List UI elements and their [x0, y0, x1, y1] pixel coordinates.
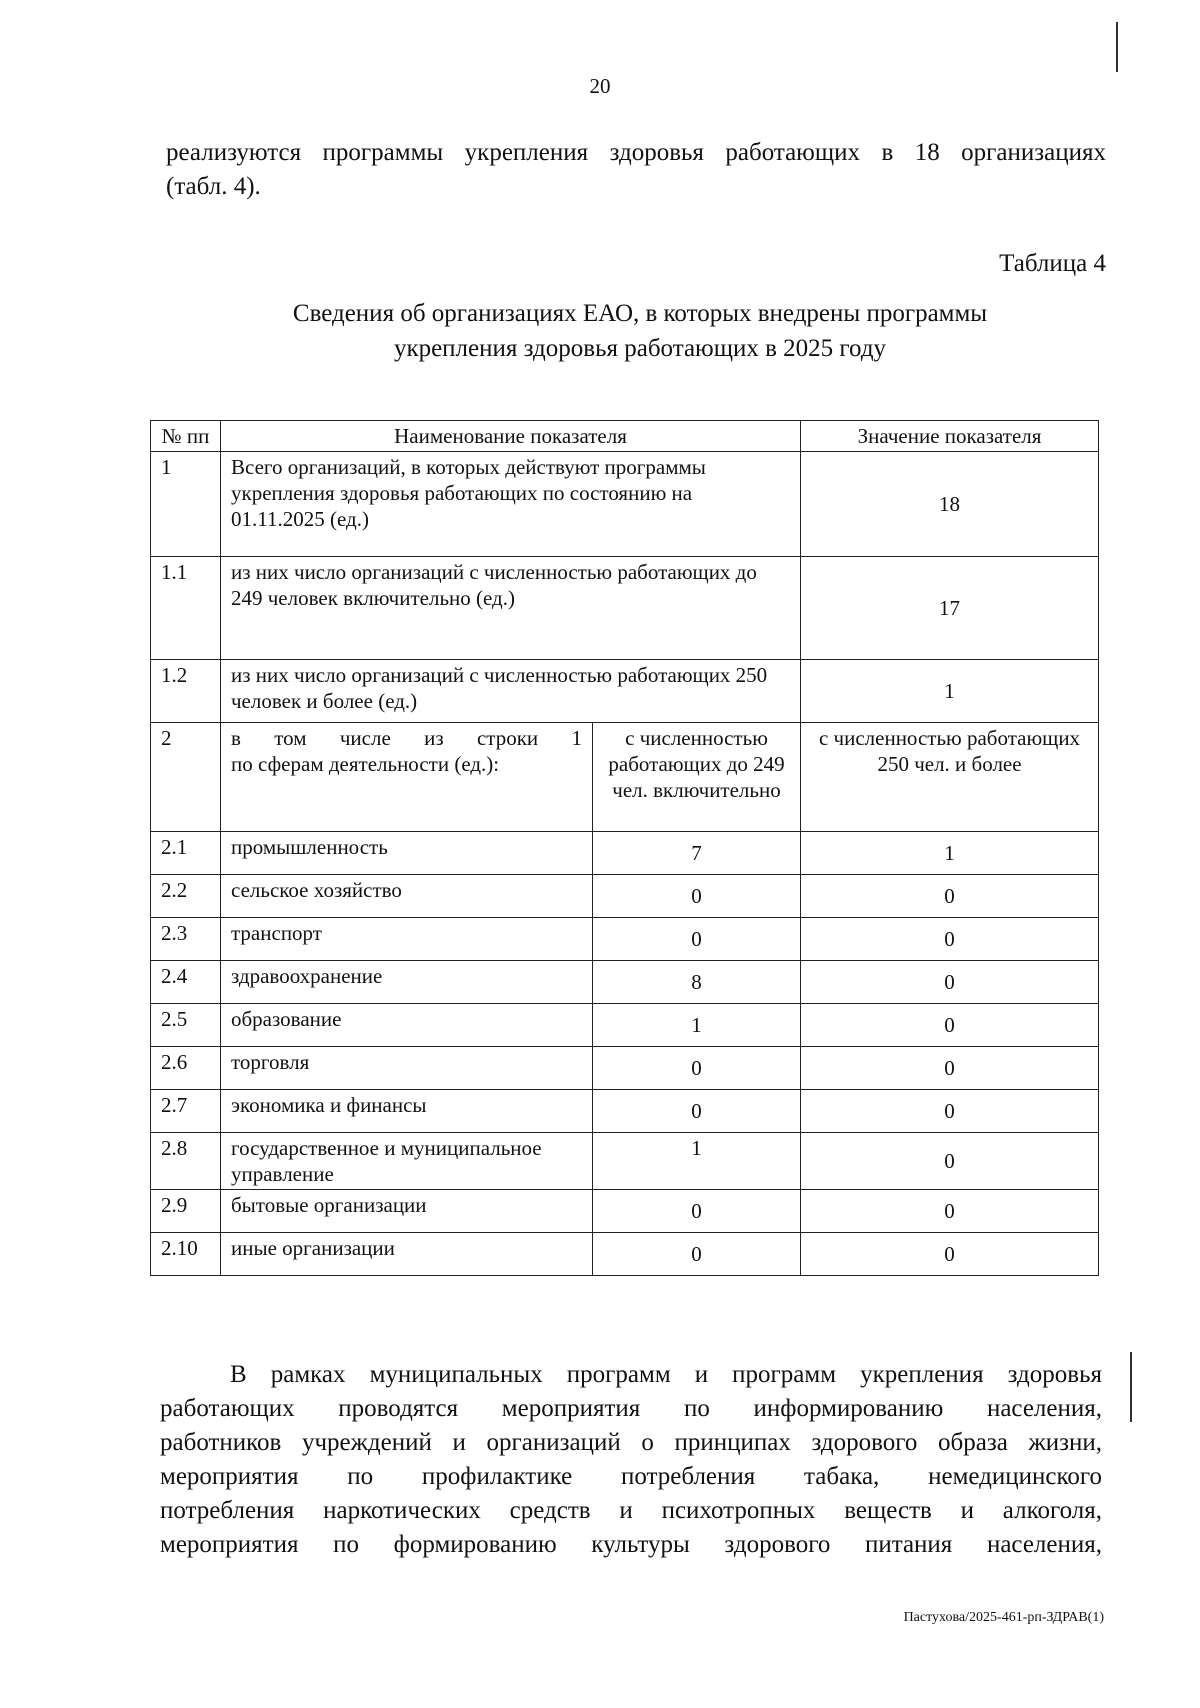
row-name: транспорт: [221, 918, 593, 961]
row-name: иные организации: [221, 1233, 593, 1276]
row-num: 2.3: [151, 918, 221, 961]
row-name: государственное и муниципальное управление: [221, 1133, 593, 1190]
paragraph-line: работающих проводятся мероприятия по информированию населения,: [160, 1395, 1102, 1422]
row-name: промышленность: [221, 832, 593, 875]
column-small-orgs: с численностью работающих до 249 чел. включительно: [593, 723, 801, 832]
row-num: 2.7: [151, 1090, 221, 1133]
row-num: 2.5: [151, 1004, 221, 1047]
row-num: 2.6: [151, 1047, 221, 1090]
scan-edge-mark: [1130, 1352, 1132, 1422]
row-num: 2.4: [151, 961, 221, 1004]
intro-line-1: реализуются программы укрепления здоровья работающих в 18 организациях: [166, 139, 1106, 166]
table-row: [151, 1190, 1099, 1233]
table-row: [151, 1090, 1099, 1133]
table-section-row: [151, 723, 1099, 832]
header-value: Значение показателя: [801, 421, 1099, 452]
row-name: из них число организаций с численностью работающих до 249 человек включительно (ед.): [221, 557, 801, 660]
paragraph-line: работников учреждений и организаций о принципах здорового образа жизни,: [160, 1429, 1102, 1456]
row-value-small: 7: [593, 832, 801, 875]
row-value-small: 8: [593, 961, 801, 1004]
row-value-large: 0: [801, 1233, 1099, 1276]
row-name: здравоохранение: [221, 961, 593, 1004]
row-value-large: 0: [801, 1133, 1099, 1190]
row-num: 2.9: [151, 1190, 221, 1233]
row-value: 1: [801, 660, 1099, 723]
row-value-large: 0: [801, 875, 1099, 918]
row-num: 1: [151, 452, 221, 557]
table-row: [151, 1133, 1099, 1190]
table-row: [151, 1047, 1099, 1090]
table-row: [151, 1233, 1099, 1276]
section-name-line-1: в том числе из строки 1: [231, 726, 582, 750]
table-title-line-1: Сведения об организациях ЕАО, в которых внедрены программы: [292, 300, 988, 327]
row-name: из них число организаций с численностью работающих 250 человек и более (ед.): [221, 660, 801, 723]
row-value-small: 1: [593, 1004, 801, 1047]
row-value-large: 0: [801, 1190, 1099, 1233]
row-name: экономика и финансы: [221, 1090, 593, 1133]
table-row: [151, 832, 1099, 875]
row-name: образование: [221, 1004, 593, 1047]
row-value-small: 0: [593, 1190, 801, 1233]
table-row: [151, 875, 1099, 918]
table-row: [151, 660, 1099, 723]
section-name: [221, 723, 593, 832]
table-header-row: [151, 421, 1099, 452]
row-num: 2: [151, 723, 221, 832]
paragraph-line: В рамках муниципальных программ и программ укрепления здоровья: [230, 1361, 1102, 1388]
row-value-large: 0: [801, 961, 1099, 1004]
row-value-small: 0: [593, 1090, 801, 1133]
intro-line-2: (табл. 4).: [166, 173, 261, 200]
paragraph-line: потребления наркотических средств и психотропных веществ и алкоголя,: [160, 1497, 1102, 1524]
row-num: 2.2: [151, 875, 221, 918]
row-value-small: 0: [593, 1047, 801, 1090]
column-large-orgs: с численностью работающих 250 чел. и более: [801, 723, 1099, 832]
row-value-large: 0: [801, 918, 1099, 961]
row-value-large: 1: [801, 832, 1099, 875]
organizations-table: [150, 420, 1099, 1276]
footer-document-code: Пастухова/2025-461-рп-ЗДРАВ(1): [903, 1610, 1104, 1625]
table-title: [0, 296, 1200, 366]
table-title-line-2: укрепления здоровья работающих в 2025 году: [393, 335, 887, 362]
header-name: Наименование показателя: [221, 421, 801, 452]
row-value-small: 0: [593, 918, 801, 961]
table-row: [151, 918, 1099, 961]
row-name: бытовые организации: [221, 1190, 593, 1233]
row-value-small: 0: [593, 875, 801, 918]
body-paragraph: [160, 1358, 1102, 1562]
row-value-small: 1: [593, 1133, 801, 1190]
paragraph-line: мероприятия по профилактике потребления табака, немедицинского: [160, 1463, 1102, 1490]
table-row: [151, 557, 1099, 660]
row-num: 2.1: [151, 832, 221, 875]
row-name: торговля: [221, 1047, 593, 1090]
row-num: 2.8: [151, 1133, 221, 1190]
row-num: 2.10: [151, 1233, 221, 1276]
scan-edge-mark: [1116, 22, 1118, 72]
table-row: [151, 1004, 1099, 1047]
row-name: сельское хозяйство: [221, 875, 593, 918]
row-value-large: 0: [801, 1090, 1099, 1133]
header-num: № пп: [151, 421, 221, 452]
row-name: Всего организаций, в которых действуют программы укрепления здоровья работающих по состоянию на 01.11.2025 (ед.): [221, 452, 801, 557]
table-row: [151, 452, 1099, 557]
section-name-line-2: по сферам деятельности (ед.):: [231, 752, 500, 776]
page-number: 20: [589, 74, 611, 98]
row-value-small: 0: [593, 1233, 801, 1276]
table-caption: Таблица 4: [999, 250, 1106, 277]
intro-paragraph: [166, 136, 1106, 204]
row-value: 18: [801, 452, 1099, 557]
row-value-large: 0: [801, 1004, 1099, 1047]
row-value: 17: [801, 557, 1099, 660]
row-num: 1.2: [151, 660, 221, 723]
paragraph-line: мероприятия по формированию культуры здорового питания населения,: [160, 1531, 1102, 1558]
table-row: [151, 961, 1099, 1004]
row-num: 1.1: [151, 557, 221, 660]
row-value-large: 0: [801, 1047, 1099, 1090]
